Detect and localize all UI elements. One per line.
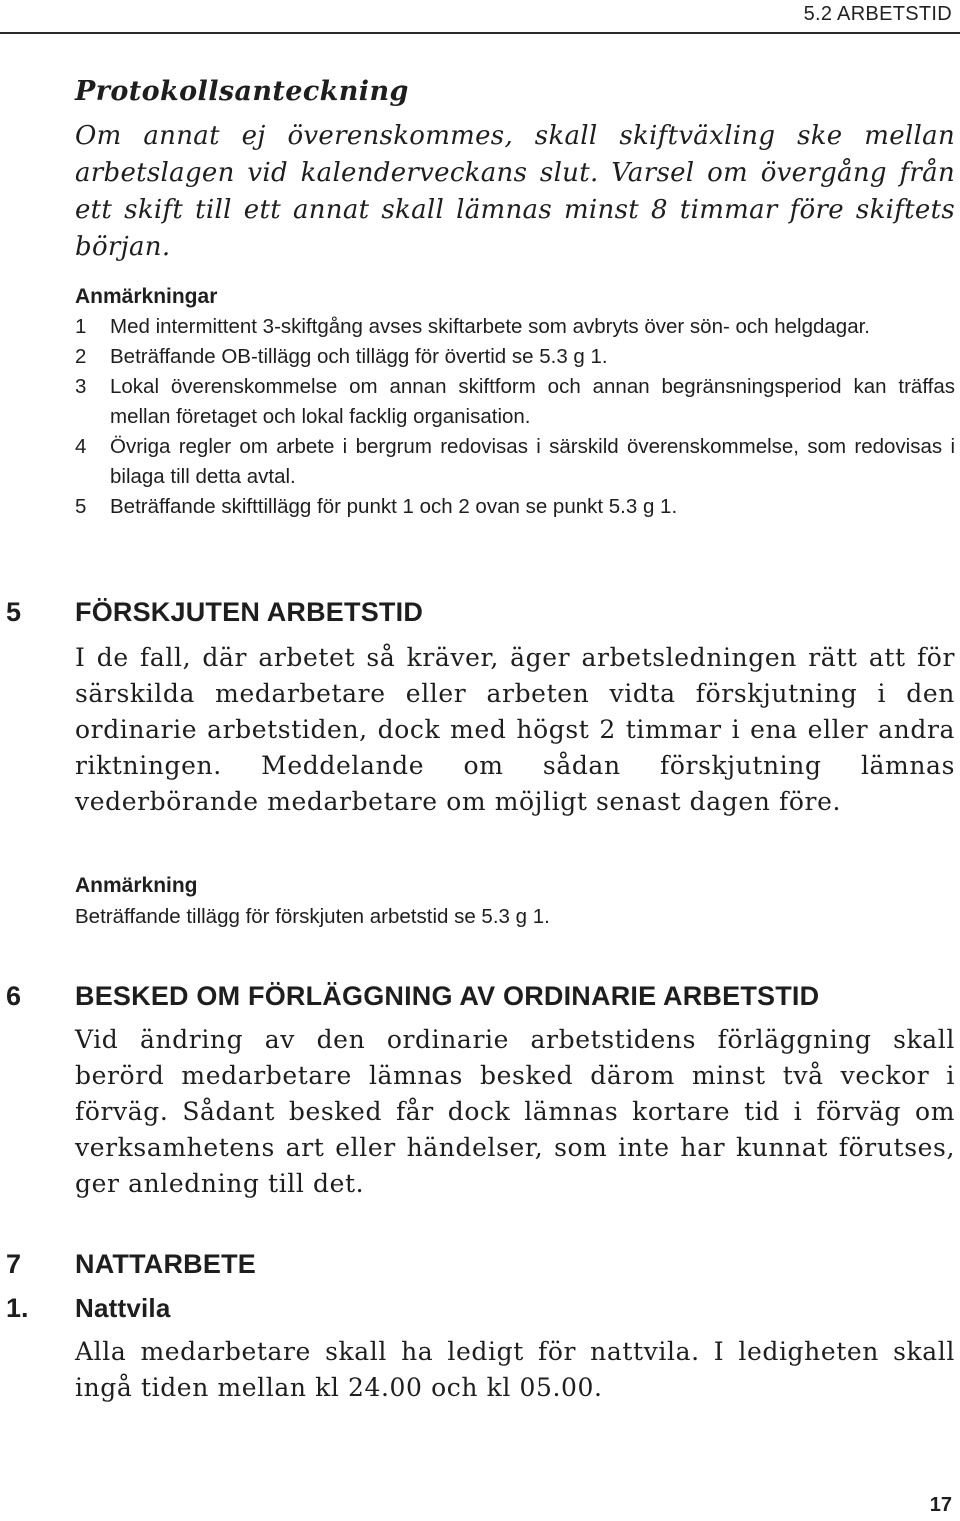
remark-title: Anmärkning xyxy=(75,874,198,897)
section-body: Vid ändring av den ordinarie arbetstidens förläggning skall berörd medarbetare lämnas besked därom minst två veckor i förväg. Sådant besked får dock lämnas kortare tid i förväg om verksamhetens art eller händelser, som inte har kunnat förutses, ger anledning till det. xyxy=(75,1025,955,1198)
remark-item xyxy=(75,432,955,492)
remark-number: 3 xyxy=(75,375,87,398)
remark-number: 1 xyxy=(75,315,87,338)
subsection-title: Nattvila xyxy=(75,1293,171,1323)
section-body: Alla medarbetare skall ha ledigt för nattvila. I ledigheten skall ingå tiden mellan kl 24.00 och kl 05.00. xyxy=(75,1337,955,1402)
remark-text: Beträffande OB-tillägg och tillägg för övertid se 5.3 g 1. xyxy=(110,345,608,368)
subsection-number: 1. xyxy=(6,1293,29,1323)
remark-number: 2 xyxy=(75,345,87,368)
remark-number: 4 xyxy=(75,435,87,458)
remark-number: 5 xyxy=(75,495,87,518)
remark-item xyxy=(75,492,955,522)
running-header: 5.2 ARBETSTID xyxy=(803,3,952,25)
section-number: 6 xyxy=(6,981,22,1011)
remark-text: Lokal överenskommelse om annan skiftform och annan begränsningsperiod kan träffas mellan företaget och lokal facklig organisation. xyxy=(110,375,955,428)
section-title: BESKED OM FÖRLÄGGNING AV ORDINARIE ARBETSTID xyxy=(75,981,820,1011)
remark-text: Beträffande skifttillägg för punkt 1 och 2 ovan se punkt 5.3 g 1. xyxy=(110,495,678,518)
protocol-body: Om annat ej överenskommes, skall skiftväxling ske mellan arbetslagen vid kalenderveckans slut. Varsel om övergång från ett skift till ett annat skall lämnas minst 8 timmar före skiftets början. xyxy=(75,121,955,262)
remarks-title: Anmärkningar xyxy=(75,285,218,308)
remark-text: Övriga regler om arbete i bergrum redovisas i särskild överenskommelse, som redovisas i bilaga till detta avtal. xyxy=(110,435,955,488)
section-body: I de fall, där arbetet så kräver, äger arbetsledningen rätt att för särskilda medarbetare eller arbeten vidta förskjutning i den ordinarie arbetstiden, dock med högst 2 timmar i ena eller andra riktningen. Meddelande om sådan förskjutning lämnas vederbörande medarbetare om möjligt senast dagen före. xyxy=(75,643,955,816)
section-title: NATTARBETE xyxy=(75,1249,256,1279)
section-number: 7 xyxy=(6,1249,22,1279)
remark-item xyxy=(75,372,955,432)
remark-item xyxy=(75,342,955,372)
header-rule xyxy=(0,32,960,34)
page-number: 17 xyxy=(929,1494,952,1516)
section-number: 5 xyxy=(6,597,22,627)
remark-text: Beträffande tillägg för förskjuten arbetstid se 5.3 g 1. xyxy=(75,905,550,928)
remarks-list xyxy=(75,282,955,522)
remark-text: Med intermittent 3-skiftgång avses skiftarbete som avbryts över sön- och helgdagar. xyxy=(110,315,871,338)
protocol-title: Protokollsanteckning xyxy=(75,76,409,107)
remark-item xyxy=(75,312,955,342)
section-title: FÖRSKJUTEN ARBETSTID xyxy=(75,597,424,627)
